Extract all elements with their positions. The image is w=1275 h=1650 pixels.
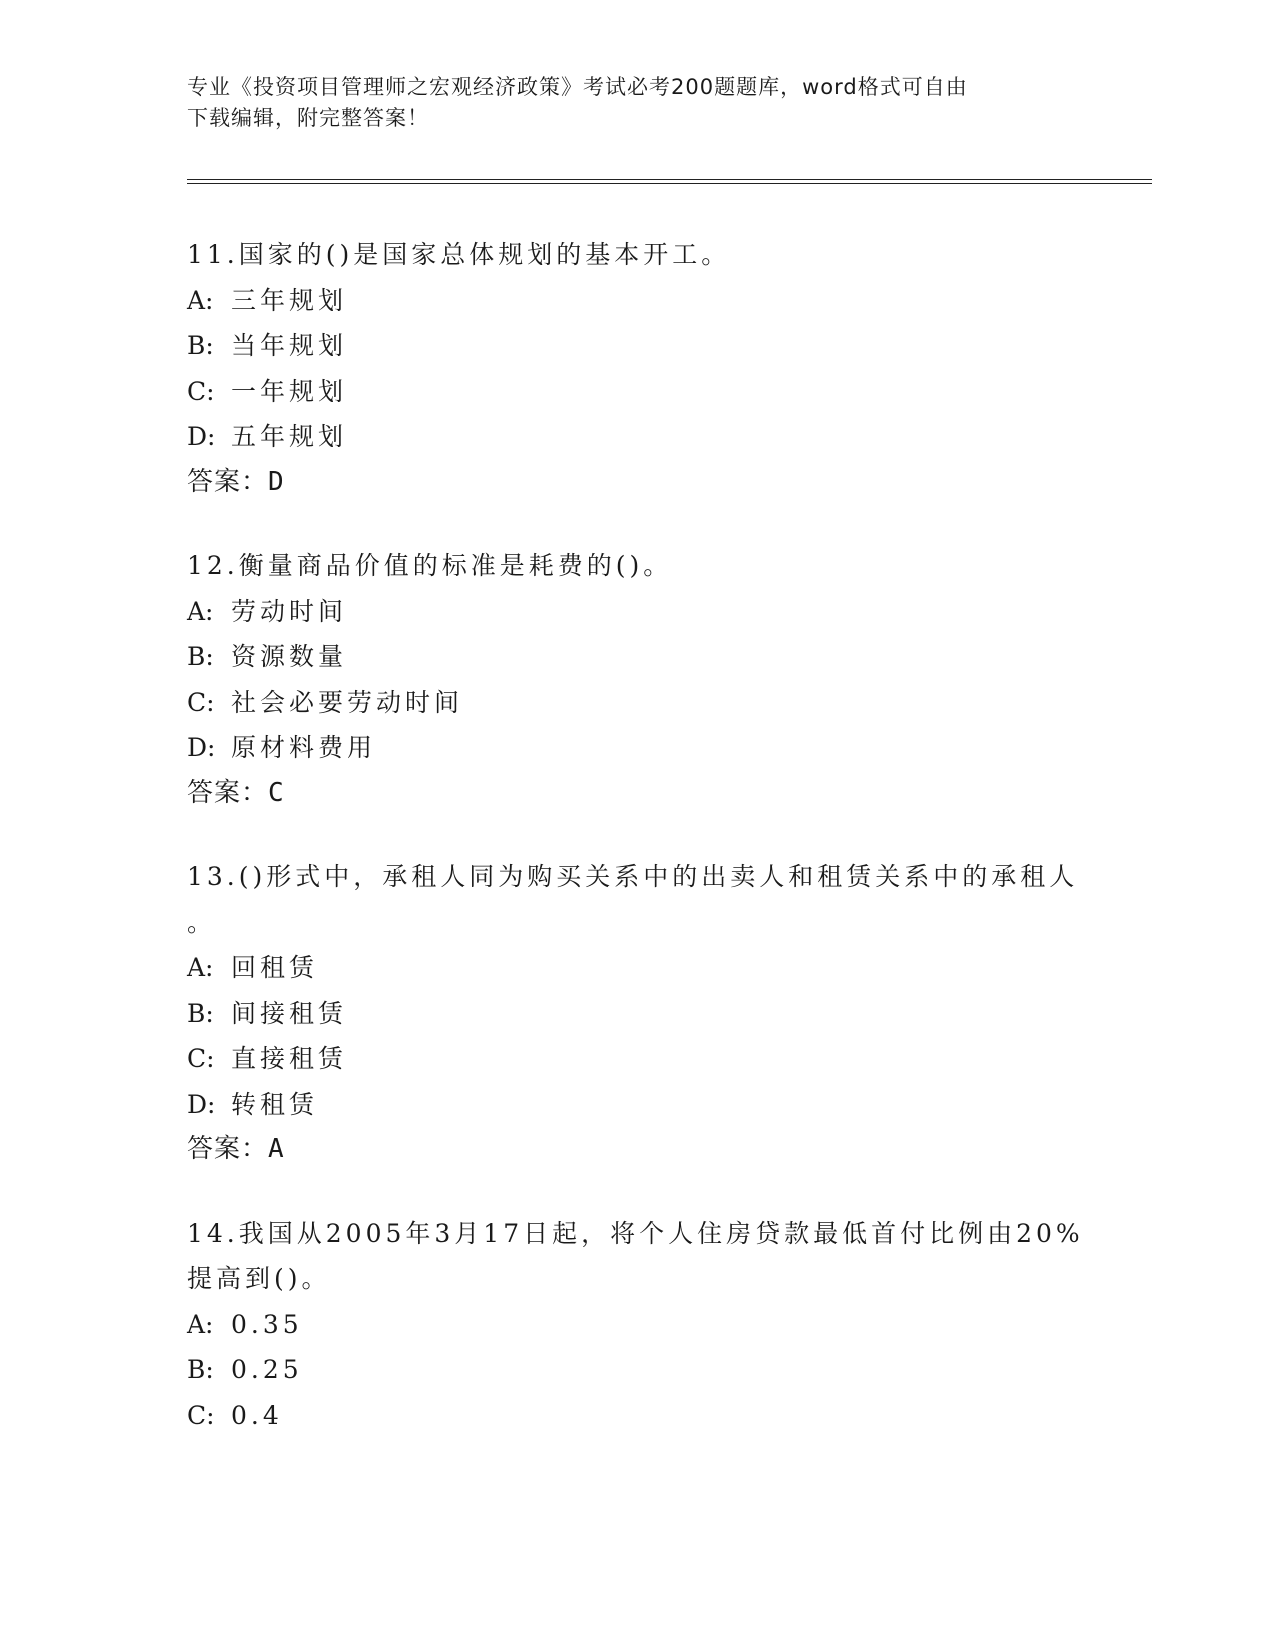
- option-letter: C:: [187, 1044, 215, 1073]
- option-letter: C:: [187, 376, 215, 406]
- option-d: [187, 725, 1087, 771]
- header-divider-bottom: [187, 183, 1152, 184]
- option-text: 原材料费用: [231, 733, 377, 762]
- option-a: [187, 278, 1087, 324]
- question-stem-line: 12.衡量商品价值的标准是耗费的()。: [187, 551, 673, 580]
- option-letter: D:: [187, 422, 216, 451]
- option-letter: C:: [187, 687, 215, 717]
- option-b: [187, 634, 1087, 680]
- option-text: 0.4: [231, 1400, 283, 1430]
- option-text: 直接租赁: [231, 1044, 348, 1073]
- answer-line: [187, 460, 1087, 506]
- answer-label: 答案：: [187, 777, 269, 808]
- answer-value: A: [268, 1134, 285, 1164]
- option-b: [187, 991, 1087, 1037]
- option-c: [187, 680, 1087, 726]
- option-text: 0.35: [231, 1309, 303, 1339]
- option-letter: D:: [187, 733, 216, 762]
- question-13: [187, 854, 1087, 1173]
- question-stem-line: 13.()形式中，承租人同为购买关系中的出卖人和租赁关系中的承租人: [187, 862, 1079, 891]
- option-letter: A:: [187, 285, 214, 315]
- header-divider-top: [187, 179, 1152, 180]
- option-letter: D:: [187, 1089, 216, 1119]
- option-letter: C:: [187, 1400, 215, 1430]
- option-c: [187, 1393, 1087, 1439]
- answer-value: C: [268, 777, 285, 808]
- question-12: [187, 543, 1087, 816]
- question-stem-line: 11.国家的()是国家总体规划的基本开工。: [187, 240, 731, 269]
- option-a: [187, 945, 1087, 991]
- option-text: 回租赁: [231, 953, 319, 982]
- option-c: [187, 369, 1087, 415]
- option-text: 0.25: [231, 1355, 303, 1384]
- question-stem-line: 提高到()。: [187, 1264, 331, 1293]
- question-stem-line: 14.我国从2005年3月17日起，将个人住房贷款最低首付比例由20%: [187, 1218, 1084, 1248]
- header-line-1: 专业《投资项目管理师之宏观经济政策》考试必考200题题库，word格式可自由: [187, 75, 968, 99]
- question-stem-line: 。: [187, 907, 217, 937]
- header-line-2: 下载编辑，附完整答案！: [187, 106, 429, 130]
- answer-label: 答案：: [187, 466, 269, 497]
- option-b: [187, 1347, 1087, 1393]
- option-letter: A:: [187, 596, 214, 626]
- option-letter: B:: [187, 642, 214, 671]
- option-a: [187, 1302, 1087, 1348]
- option-letter: B:: [187, 331, 214, 360]
- option-text: 当年规划: [231, 331, 348, 360]
- answer-line: [187, 771, 1087, 817]
- option-c: [187, 1036, 1087, 1082]
- answer-value: D: [268, 466, 285, 497]
- option-d: [187, 1082, 1087, 1128]
- option-b: [187, 323, 1087, 369]
- answer-label: 答案：: [187, 1134, 269, 1164]
- answer-line: [187, 1127, 1087, 1173]
- option-text: 三年规划: [231, 285, 348, 315]
- question-11: [187, 232, 1087, 505]
- option-letter: A:: [187, 1309, 214, 1339]
- option-text: 社会必要劳动时间: [231, 687, 464, 717]
- document-header: [187, 72, 1067, 134]
- question-list: [187, 232, 1087, 1476]
- option-text: 五年规划: [231, 422, 348, 451]
- option-letter: B:: [187, 998, 214, 1028]
- option-text: 一年规划: [231, 376, 348, 406]
- option-a: [187, 589, 1087, 635]
- option-text: 转租赁: [231, 1089, 319, 1119]
- option-letter: B:: [187, 1355, 214, 1384]
- option-letter: A:: [187, 953, 214, 982]
- option-text: 劳动时间: [231, 596, 348, 626]
- option-text: 间接租赁: [231, 998, 348, 1028]
- option-text: 资源数量: [231, 642, 348, 671]
- question-14: [187, 1211, 1087, 1439]
- option-d: [187, 414, 1087, 460]
